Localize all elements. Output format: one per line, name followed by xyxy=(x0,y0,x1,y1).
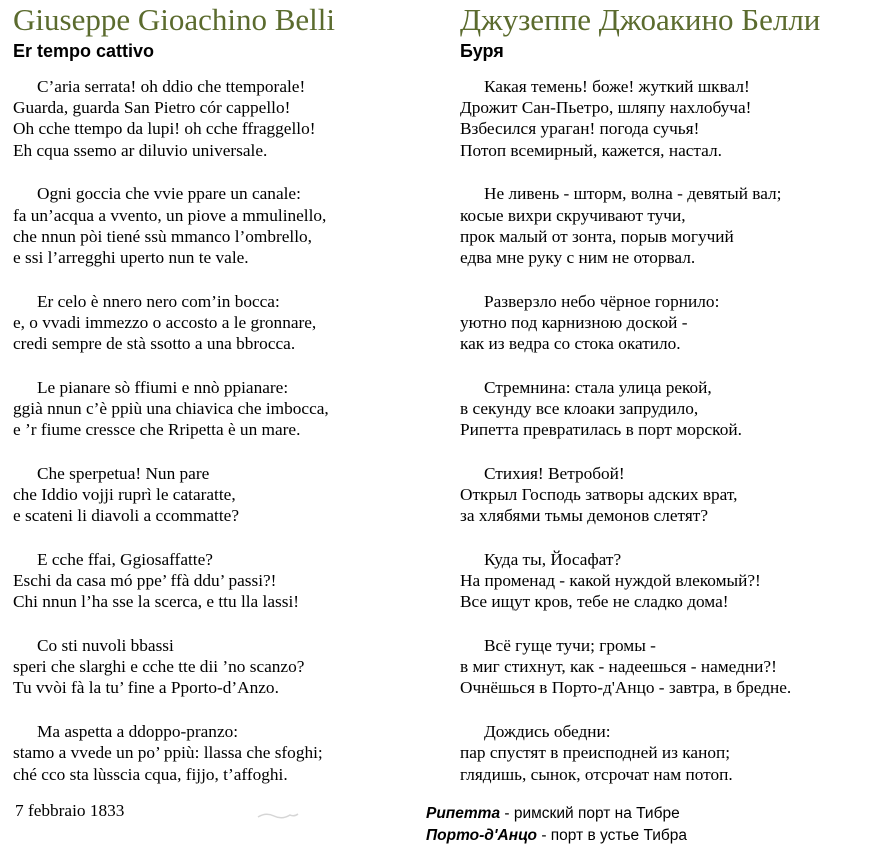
poem-line: Eh cqua ssemo ar diluvio universale. xyxy=(13,140,268,160)
stanza xyxy=(460,463,870,527)
author-name-russian: Джузеппе Джоакино Белли xyxy=(460,2,821,37)
poem-line: На променад - какой нуждой влекомый?! xyxy=(460,571,761,591)
poem-line: e ’r fiume cressce che Rripetta è un mare. xyxy=(13,420,301,440)
footnote xyxy=(426,803,687,825)
stanza xyxy=(13,549,433,613)
stanza xyxy=(13,183,433,268)
poem-line: e, o vvadi immezzo o accosto a le gronnare, xyxy=(13,312,317,332)
footnote-text: - порт в устье Тибра xyxy=(537,827,688,844)
stanza xyxy=(460,549,870,613)
poem-line: Взбесился ураган! погода сучья! xyxy=(460,119,700,139)
stanza xyxy=(13,635,433,699)
poem-line: Какая темень! боже! жуткий шквал! xyxy=(484,77,750,96)
poem-title-italian: Er tempo cattivo xyxy=(13,41,155,61)
poem-line: ché cco sta lùsscia cqua, fijjo, t’affoghi. xyxy=(13,764,288,784)
poem-line: за хлябями тьмы демонов слетят? xyxy=(460,506,709,526)
poem-line: Co sti nuvoli bbassi xyxy=(37,636,174,656)
stanza xyxy=(13,377,433,441)
poem-line: Guarda, guarda San Pietro cór cappello! xyxy=(13,98,291,118)
footnote-term: Рипетта xyxy=(426,805,501,822)
poem-line: Все ищут кров, тебе не сладко дома! xyxy=(460,592,729,612)
footnote-text: - римский порт на Тибре xyxy=(500,805,680,822)
poem-line: Eschi da casa mó ppe’ ffà ddu’ passi?! xyxy=(13,571,277,591)
stanza xyxy=(13,76,433,161)
poem-line: Дрожит Сан-Пьетро, шляпу нахлобуча! xyxy=(460,98,752,118)
poem-line: Стремнина: стала улица рекой, xyxy=(484,377,712,397)
poem-line: Le pianare sò ffiumi e nnò ppianare: xyxy=(37,377,289,397)
poem-line: прок малый от зонта, порыв могучий xyxy=(460,226,734,246)
poem-line: Tu vvòi fà la tu’ fine a Pporto-d’Anzo. xyxy=(13,678,279,698)
poem-line: пар спустят в преисподней из каноп; xyxy=(460,743,731,763)
stanza xyxy=(460,183,870,268)
faint-decoration-icon xyxy=(256,808,300,822)
poem-line: che nnun pòi tiené ssù mmanco l’ombrello, xyxy=(13,226,312,246)
poem-line: Ma aspetta a ddoppo-pranzo: xyxy=(37,722,239,742)
poem-line: fa un’acqua a vvento, un piove a mmulinello, xyxy=(13,205,327,225)
poem-line: Всё гуще тучи; громы - xyxy=(484,636,656,656)
poem-line: едва мне руку с ним не оторвал. xyxy=(460,247,696,267)
poem-line: ggià nnun c’è ppiù una chiavica che imbocca, xyxy=(13,398,329,418)
poem-line: косые вихри скручивают тучи, xyxy=(460,205,686,225)
poem-line: в секунду все клоаки запрудило, xyxy=(460,398,699,418)
stanza xyxy=(13,721,433,785)
stanza xyxy=(460,377,870,441)
poem-text-russian xyxy=(460,76,870,785)
poem-line: e scateni li diavoli a ccommatte? xyxy=(13,506,239,526)
author-name-italian: Giuseppe Gioachino Belli xyxy=(13,2,335,37)
poem-line: credi sempre de stà ssotto a una bbrocca. xyxy=(13,334,296,354)
poem-line: Открыл Господь затворы адских врат, xyxy=(460,485,738,505)
poem-line: в миг стихнут, как - надеешься - намедни?! xyxy=(460,657,777,677)
footnote-term: Порто-д'Анцо xyxy=(426,827,538,844)
poem-line: C’aria serrata! oh ddio che ttemporale! xyxy=(37,77,306,96)
poem-line: Куда ты, Йосафат? xyxy=(484,549,622,569)
footnotes xyxy=(426,803,687,847)
poem-line: che Iddio vojji ruprì le cataratte, xyxy=(13,485,236,505)
poem-line: Стихия! Ветробой! xyxy=(484,463,625,483)
poem-line: уютно под карнизною доской - xyxy=(460,312,688,332)
poem-line: Не ливень - шторм, волна - девятый вал; xyxy=(484,184,782,204)
poem-title-russian: Буря xyxy=(460,41,504,61)
italian-column xyxy=(13,0,433,807)
poem-line: Потоп всемирный, кажется, настал. xyxy=(460,140,722,160)
poem-text-italian xyxy=(13,76,433,785)
poem-line: Er celo è nnero nero com’in bocca: xyxy=(37,291,280,311)
russian-column xyxy=(460,0,870,807)
poem-line: как из ведра со стока окатило. xyxy=(460,334,681,354)
poem-line: Ogni goccia che vvie ppare un canale: xyxy=(37,184,301,204)
poem-date: 7 febbraio 1833 xyxy=(15,801,125,820)
poem-line: Очнёшься в Порто-д'Анцо - завтра, в бредне. xyxy=(460,678,792,698)
poem-line: Oh cche ttempo da lupi! oh cche ffraggello! xyxy=(13,119,316,139)
poem-line: Che sperpetua! Nun pare xyxy=(37,463,210,483)
poem-line: Дождись обедни: xyxy=(484,722,611,742)
poem-line: Разверзло небо чёрное горнило: xyxy=(484,291,720,311)
stanza xyxy=(460,76,870,161)
stanza xyxy=(13,463,433,527)
stanza xyxy=(460,635,870,699)
footnote xyxy=(426,825,687,847)
poem-line: Рипетта превратилась в порт морской. xyxy=(460,420,742,440)
poem-line: E cche ffai, Ggiosaffatte? xyxy=(37,549,213,569)
poem-line: stamo a vvede un po’ ppiù: llassa che sfoghi; xyxy=(13,743,323,763)
stanza xyxy=(13,291,433,355)
poem-line: глядишь, сынок, отсрочат нам потоп. xyxy=(460,764,733,784)
poem-line: Chi nnun l’ha sse la scerca, e ttu lla lassi! xyxy=(13,592,300,612)
poem-line: e ssi l’arregghi uperto nun te vale. xyxy=(13,247,249,267)
poem-line: speri che slarghi e cche tte dii ’no scanzo? xyxy=(13,657,305,677)
stanza xyxy=(460,291,870,355)
stanza xyxy=(460,721,870,785)
